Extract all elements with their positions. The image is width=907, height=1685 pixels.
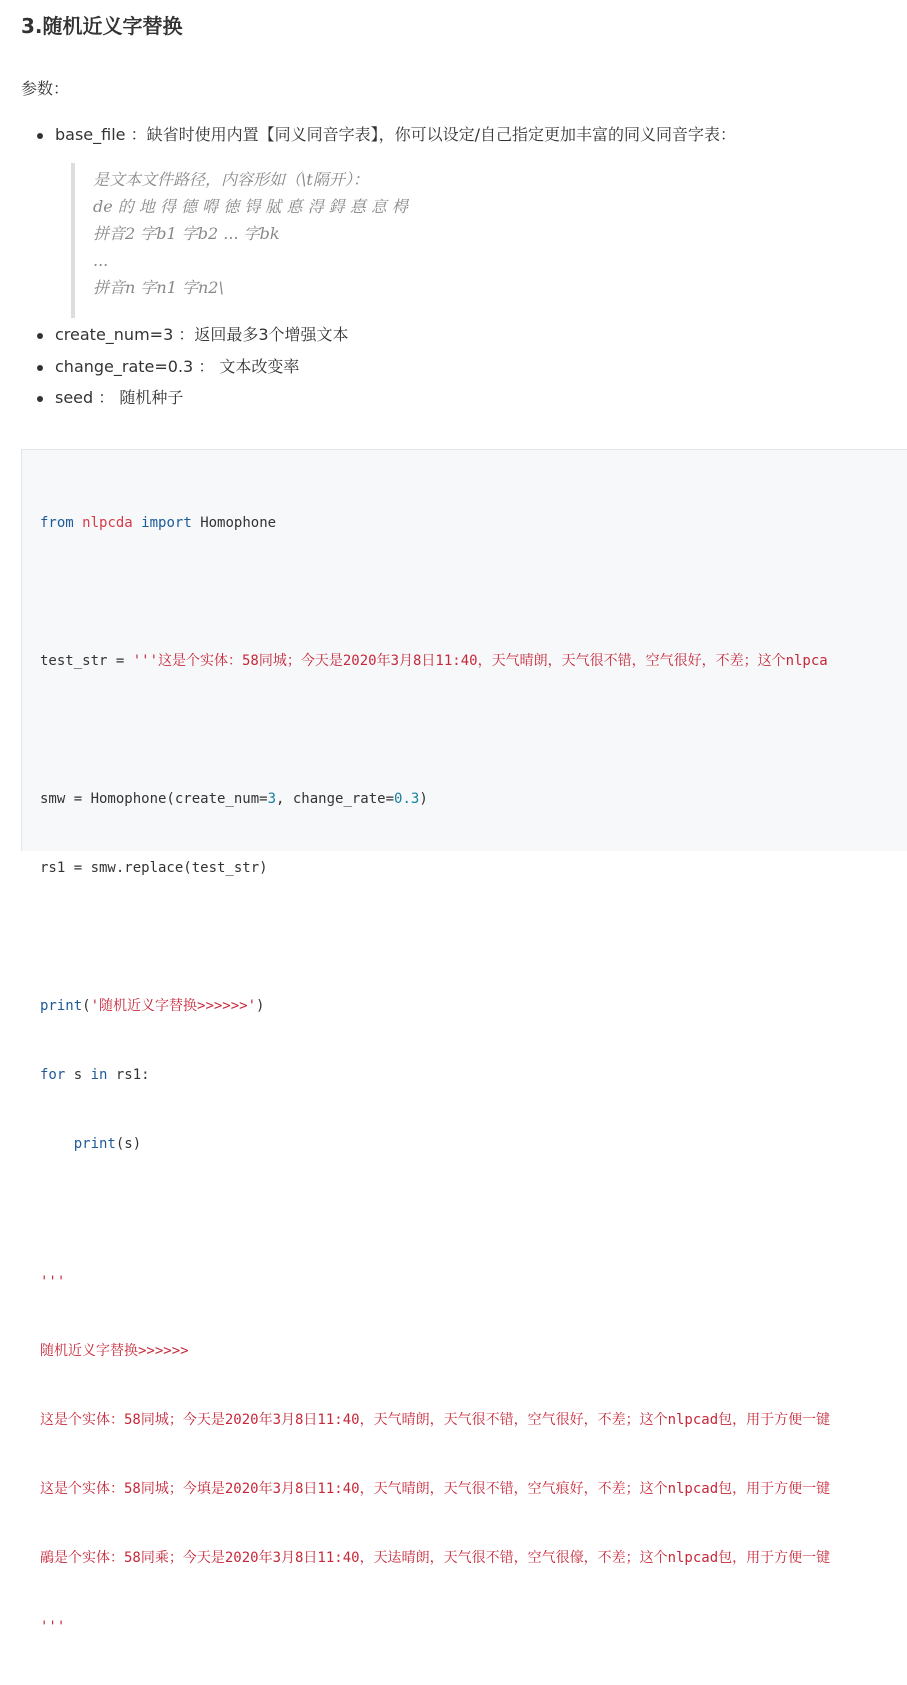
quote-line: ... bbox=[93, 251, 109, 270]
keyword: import bbox=[141, 515, 192, 531]
code-line-output-1: 这是个实体：58同城；今天是2020年3月8日11:40，天气晴朗，天气很不错，空气很好，不差；这个nlpcad包，用于方便一键 bbox=[40, 1412, 831, 1428]
builtin-print: print bbox=[40, 998, 83, 1014]
code-line-output-3: 鷊是个实体：58同乘；今天是2020年3月8日11:40，天迲晴朗，天气很不错，空气很儫，不差；这个nlpcad包，用于方便一键 bbox=[40, 1550, 831, 1566]
code-text: ) bbox=[419, 791, 428, 807]
code-line-blank bbox=[40, 1202, 830, 1225]
param-change-rate: change_rate=0.3 ： 文本改变率 bbox=[55, 355, 299, 379]
code-line-output-close: ''' bbox=[40, 1619, 66, 1635]
quote-line: 拼音2 字b1 字b2 ... 字bk bbox=[93, 224, 280, 243]
code-text: rs1 = smw.replace(test_str) bbox=[40, 860, 268, 876]
keyword: for bbox=[40, 1067, 66, 1083]
code-text: ( bbox=[82, 998, 91, 1014]
code-line-blank bbox=[40, 719, 830, 742]
code-line-for bbox=[40, 1064, 830, 1087]
code-text: s bbox=[65, 1067, 91, 1083]
code-line-output-open: ''' bbox=[40, 1274, 66, 1290]
code-line-smw bbox=[40, 788, 830, 811]
code-text: , change_rate= bbox=[276, 791, 395, 807]
base-file-format-quote bbox=[71, 163, 491, 318]
param-seed: seed ： 随机种子 bbox=[55, 386, 183, 410]
quote-line: de 的 地 得 德 嘚 徳 锝 脦 悳 淂 鍀 惪 恴 棏 bbox=[93, 197, 408, 216]
code-line-import bbox=[40, 512, 830, 535]
code-text: smw = Homophone(create_num= bbox=[40, 791, 268, 807]
code-line-output-2: 这是个实体：58同城；今填是2020年3月8日11:40，天气晴朗，天气很不错，空气痕好，不差；这个nlpcad包，用于方便一键 bbox=[40, 1481, 831, 1497]
code-line-print-title bbox=[40, 995, 830, 1018]
keyword: from bbox=[40, 515, 74, 531]
section-heading: 3.随机近义字替换 bbox=[21, 14, 183, 38]
number-literal: 3 bbox=[267, 791, 277, 807]
code-text: ) bbox=[256, 998, 265, 1014]
code-indent bbox=[40, 1136, 74, 1152]
code-line-rs1 bbox=[40, 857, 830, 880]
param-base-file: base_file ：缺省时使用内置【同义同音字表】，你可以设定/自己指定更加丰富的同义同音字表： bbox=[55, 123, 736, 147]
keyword: in bbox=[90, 1067, 108, 1083]
code-line-blank bbox=[40, 581, 830, 604]
code-line-output-title: 随机近义字替换>>>>>> bbox=[40, 1343, 189, 1359]
quote-line: 拼音n 字n1 字n2\ bbox=[93, 278, 224, 297]
string-literal: '''这是个实体：58同城；今天是2020年3月8日11:40，天气晴朗，天气很不错，空气很好，不差；这个nlpca bbox=[132, 653, 828, 669]
code-content bbox=[40, 466, 830, 1685]
code-text: (s) bbox=[115, 1136, 142, 1152]
param-create-num: create_num=3 ：返回最多3个增强文本 bbox=[55, 323, 349, 347]
builtin-print: print bbox=[73, 1136, 116, 1152]
code-line-test-str bbox=[40, 650, 830, 673]
string-literal: '随机近义字替换>>>>>>' bbox=[90, 998, 257, 1014]
module-name: nlpcda bbox=[82, 515, 133, 531]
code-block[interactable] bbox=[21, 449, 907, 1635]
number-literal: 0.3 bbox=[394, 791, 420, 807]
code-line-blank bbox=[40, 926, 830, 949]
params-label: 参数： bbox=[21, 79, 70, 98]
quote-line: 是文本文件路径，内容形如（\t隔开）： bbox=[93, 170, 369, 189]
class-name: Homophone bbox=[200, 515, 277, 531]
code-text: rs1: bbox=[107, 1067, 150, 1083]
code-text: test_str = bbox=[40, 653, 133, 669]
code-line-print-s bbox=[40, 1133, 830, 1156]
